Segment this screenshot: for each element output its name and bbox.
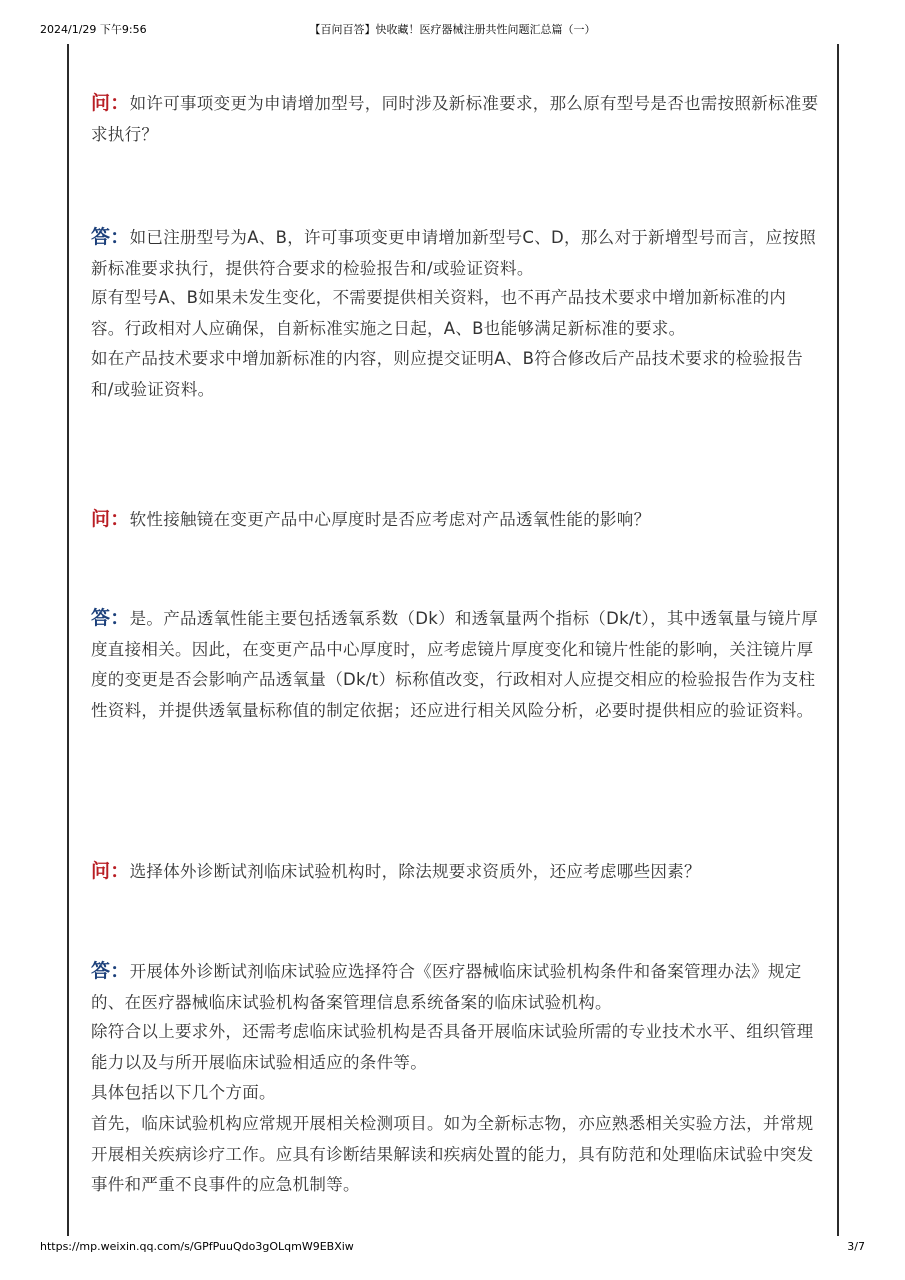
page-number: 3/7	[847, 1240, 865, 1253]
question-label: 问：	[91, 92, 130, 114]
print-footer	[40, 1240, 865, 1256]
question-3	[91, 856, 819, 888]
question-2	[91, 504, 819, 536]
answer-1-paragraph-2: 原有型号A、B如果未发生变化，不需要提供相关资料，也不再产品技术要求中增加新标准的内容。行政相对人应确保，自新标准实施之日起，A、B也能够满足新标准的要求。	[91, 288, 787, 338]
answer-text: 如已注册型号为A、B，许可事项变更申请增加新型号C、D，那么对于新增型号而言，应按照新标准要求执行，提供符合要求的检验报告和/或验证资料。	[91, 228, 817, 278]
answer-3-paragraph-3: 具体包括以下几个方面。	[91, 1083, 276, 1102]
answer-3-paragraph-2: 除符合以上要求外，还需考虑临床试验机构是否具备开展临床试验所需的专业技术水平、组织管理能力以及与所开展临床试验相适应的条件等。	[91, 1022, 814, 1072]
answer-text: 是。产品透氧性能主要包括透氧系数（Dk）和透氧量两个指标（Dk/t），其中透氧量与镜片厚度直接相关。因此，在变更产品中心厚度时，应考虑镜片厚度变化和镜片性能的影响，关注镜片厚度的变更是否会影响产品透氧量（Dk/t）标称值改变，行政相对人应提交相应的检验报告作为支柱性资料，并提供透氧量标称值的制定依据；还应进行相关风险分析，必要时提供相应的验证资料。	[91, 609, 819, 720]
left-border-line	[67, 44, 69, 1236]
answer-2	[91, 603, 819, 726]
question-text: 软性接触镜在变更产品中心厚度时是否应考虑对产品透氧性能的影响？	[129, 510, 651, 529]
answer-label: 答：	[91, 226, 130, 248]
answer-label: 答：	[91, 960, 130, 982]
question-text: 选择体外诊断试剂临床试验机构时，除法规要求资质外，还应考虑哪些因素？	[129, 862, 701, 881]
page-url: https://mp.weixin.qq.com/s/GPfPuuQdo3gOLqmW9EBXiw	[40, 1240, 354, 1253]
print-header	[40, 21, 865, 37]
question-label: 问：	[91, 508, 130, 530]
print-datetime: 2024/1/29 下午9:56	[40, 23, 147, 36]
answer-1	[91, 222, 819, 284]
answer-label: 答：	[91, 607, 130, 629]
answer-text: 开展体外诊断试剂临床试验应选择符合《医疗器械临床试验机构条件和备案管理办法》规定的、在医疗器械临床试验机构备案管理信息系统备案的临床试验机构。	[91, 962, 802, 1012]
question-label: 问：	[91, 860, 130, 882]
question-text: 如许可事项变更为申请增加型号，同时涉及新标准要求，那么原有型号是否也需按照新标准要求执行？	[91, 94, 819, 144]
article-title: 【百问百答】快收藏！医疗器械注册共性问题汇总篇（一）	[309, 23, 596, 36]
answer-3-paragraph-4: 首先，临床试验机构应常规开展相关检测项目。如为全新标志物，亦应熟悉相关实验方法，并常规开展相关疾病诊疗工作。应具有诊断结果解读和疾病处置的能力，具有防范和处理临床试验中突发事件和严重不良事件的应急机制等。	[91, 1114, 814, 1194]
question-1	[91, 88, 819, 150]
answer-1-paragraph-3: 如在产品技术要求中增加新标准的内容，则应提交证明A、B符合修改后产品技术要求的检验报告和/或验证资料。	[91, 349, 804, 399]
answer-3	[91, 956, 819, 1018]
right-border-line	[837, 44, 839, 1236]
